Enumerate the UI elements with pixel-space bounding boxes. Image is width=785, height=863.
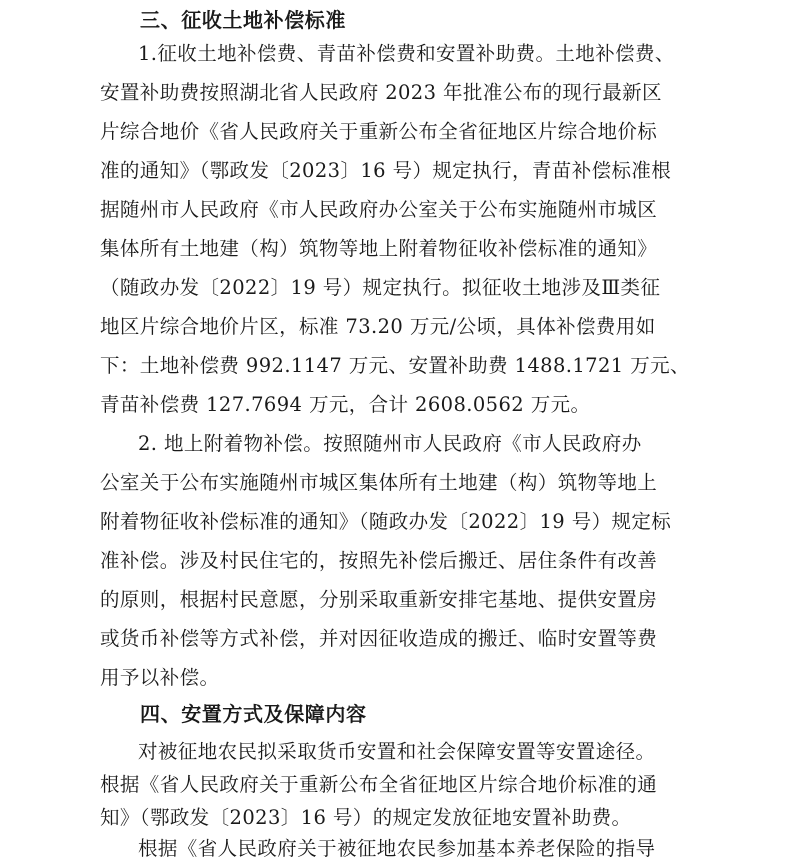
paragraph-line: 下：土地补偿费 992.1147 万元、安置补助费 1488.1721 万元、: [100, 354, 690, 377]
paragraph-line: （随政办发〔2022〕19 号）规定执行。拟征收土地涉及Ⅲ类征: [100, 276, 661, 299]
paragraph-line: 安置补助费按照湖北省人民政府 2023 年批准公布的现行最新区: [100, 81, 662, 104]
paragraph-line: 根据《省人民政府关于重新公布全省征地区片综合地价标准的通: [100, 773, 658, 796]
paragraph-line: 地区片综合地价片区，标准 73.20 万元/公顷，具体补偿费用如: [100, 315, 656, 338]
paragraph-line: 对被征地农民拟采取货币安置和社会保障安置等安置途径。: [138, 740, 656, 763]
paragraph-line: 1.征收土地补偿费、青苗补偿费和安置补助费。土地补偿费、: [138, 42, 675, 65]
paragraph-line: 青苗补偿费 127.7694 万元，合计 2608.0562 万元。: [100, 393, 591, 416]
paragraph-line: 据随州市人民政府《市人民政府办公室关于公布实施随州市城区: [100, 198, 658, 221]
paragraph-line: 或货币补偿等方式补偿，并对因征收造成的搬迁、临时安置等费: [100, 627, 658, 650]
section-heading-compensation-standards: 三、征收土地补偿标准: [140, 8, 346, 32]
section-heading-resettlement: 四、安置方式及保障内容: [140, 702, 367, 726]
paragraph-line: 知》（鄂政发〔2023〕16 号）的规定发放征地安置补助费。: [100, 806, 632, 829]
paragraph-line: 根据《省人民政府关于被征地农民参加基本养老保险的指导: [138, 837, 656, 860]
paragraph-line: 片综合地价《省人民政府关于重新公布全省征地区片综合地价标: [100, 120, 658, 143]
paragraph-line: 准补偿。涉及村民住宅的，按照先补偿后搬迁、居住条件有改善: [100, 549, 658, 572]
paragraph-line: 的原则，根据村民意愿，分别采取重新安排宅基地、提供安置房: [100, 588, 658, 611]
paragraph-line: 用予以补偿。: [100, 666, 220, 689]
paragraph-line: 公室关于公布实施随州市城区集体所有土地建（构）筑物等地上: [100, 471, 658, 494]
paragraph-line: 2. 地上附着物补偿。按照随州市人民政府《市人民政府办: [138, 432, 642, 455]
paragraph-line: 集体所有土地建（构）筑物等地上附着物征收补偿标准的通知》: [100, 237, 658, 260]
paragraph-line: 附着物征收补偿标准的通知》（随政办发〔2022〕19 号）规定标: [100, 510, 672, 533]
paragraph-line: 准的通知》（鄂政发〔2023〕16 号）规定执行，青苗补偿标准根: [100, 159, 672, 182]
